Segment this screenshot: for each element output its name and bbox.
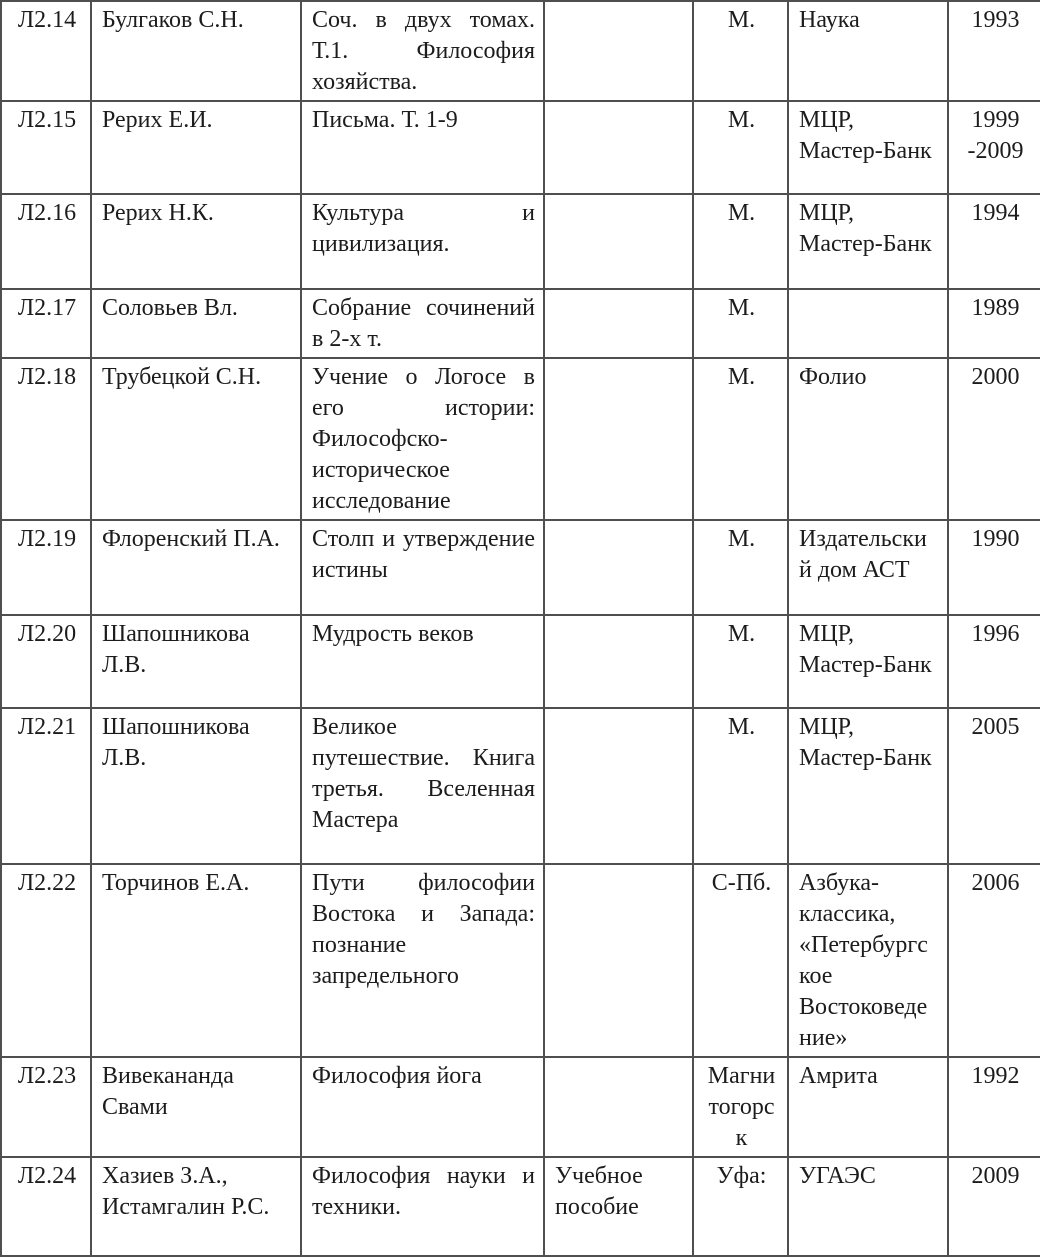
cell-author: Шапошникова Л.В. (91, 708, 301, 864)
cell-code: Л2.21 (1, 708, 91, 864)
cell-year: 2005 (948, 708, 1040, 864)
cell-code: Л2.14 (1, 1, 91, 101)
cell-publisher: МЦР, Мастер-Банк (788, 101, 948, 194)
cell-code: Л2.20 (1, 615, 91, 708)
cell-code: Л2.17 (1, 289, 91, 358)
cell-publisher: Издательский дом АСТ (788, 520, 948, 615)
cell-year: 1990 (948, 520, 1040, 615)
cell-type (544, 101, 693, 194)
cell-publisher (788, 289, 948, 358)
cell-type (544, 358, 693, 520)
cell-title: Учение о Логосе в его истории: Философско-историческое исследование (301, 358, 544, 520)
cell-year: 2000 (948, 358, 1040, 520)
table-row (1, 289, 1040, 358)
cell-author: Булгаков С.Н. (91, 1, 301, 101)
cell-publisher: УГАЭС (788, 1157, 948, 1256)
cell-publisher: МЦР, Мастер-Банк (788, 194, 948, 289)
cell-code: Л2.18 (1, 358, 91, 520)
cell-city: М. (693, 1, 788, 101)
cell-type (544, 615, 693, 708)
cell-title: Письма. Т. 1-9 (301, 101, 544, 194)
cell-title: Философия науки и техники. (301, 1157, 544, 1256)
cell-type (544, 708, 693, 864)
cell-year: 1996 (948, 615, 1040, 708)
cell-type (544, 1, 693, 101)
cell-type (544, 520, 693, 615)
cell-code: Л2.22 (1, 864, 91, 1057)
cell-author: Трубецкой С.Н. (91, 358, 301, 520)
table-row (1, 1, 1040, 101)
cell-code: Л2.15 (1, 101, 91, 194)
cell-author: Флоренский П.А. (91, 520, 301, 615)
cell-code: Л2.23 (1, 1057, 91, 1157)
cell-code: Л2.24 (1, 1157, 91, 1256)
cell-publisher: МЦР, Мастер-Банк (788, 708, 948, 864)
cell-city: М. (693, 615, 788, 708)
cell-title: Пути философии Востока и Запада: познание запредельного (301, 864, 544, 1057)
table-row (1, 194, 1040, 289)
cell-publisher: Амрита (788, 1057, 948, 1157)
table-row (1, 864, 1040, 1057)
table-row (1, 1057, 1040, 1157)
cell-year: 1999 -2009 (948, 101, 1040, 194)
cell-city: М. (693, 358, 788, 520)
cell-title: Столп и утверждение истины (301, 520, 544, 615)
bibliography-table-body (1, 1, 1040, 1256)
cell-year: 1989 (948, 289, 1040, 358)
cell-city: М. (693, 101, 788, 194)
cell-author: Рерих Н.К. (91, 194, 301, 289)
cell-type (544, 1057, 693, 1157)
cell-title: Философия йога (301, 1057, 544, 1157)
cell-city: С-Пб. (693, 864, 788, 1057)
table-row (1, 358, 1040, 520)
cell-type (544, 289, 693, 358)
cell-title: Соч. в двух томах. Т.1. Философия хозяйства. (301, 1, 544, 101)
cell-city: М. (693, 520, 788, 615)
cell-publisher: Азбука-классика, «Петербургское Востоковедение» (788, 864, 948, 1057)
cell-publisher: МЦР, Мастер-Банк (788, 615, 948, 708)
cell-code: Л2.19 (1, 520, 91, 615)
cell-year: 1993 (948, 1, 1040, 101)
table-row (1, 520, 1040, 615)
cell-year: 2006 (948, 864, 1040, 1057)
cell-city: М. (693, 289, 788, 358)
cell-city: Магнитогорск (693, 1057, 788, 1157)
cell-type (544, 864, 693, 1057)
cell-city: М. (693, 194, 788, 289)
cell-city: М. (693, 708, 788, 864)
table-row (1, 708, 1040, 864)
cell-type (544, 194, 693, 289)
cell-year: 1992 (948, 1057, 1040, 1157)
cell-title: Культура и цивилизация. (301, 194, 544, 289)
cell-author: Шапошникова Л.В. (91, 615, 301, 708)
cell-title: Великое путешествие. Книга третья. Вселенная Мастера (301, 708, 544, 864)
cell-author: Хазиев З.А., Истамгалин Р.С. (91, 1157, 301, 1256)
cell-city: Уфа: (693, 1157, 788, 1256)
cell-author: Рерих Е.И. (91, 101, 301, 194)
cell-author: Вивекананда Свами (91, 1057, 301, 1157)
cell-code: Л2.16 (1, 194, 91, 289)
cell-publisher: Фолио (788, 358, 948, 520)
cell-publisher: Наука (788, 1, 948, 101)
table-row (1, 1157, 1040, 1256)
cell-title: Мудрость веков (301, 615, 544, 708)
cell-title: Собрание сочинений в 2-х т. (301, 289, 544, 358)
cell-author: Торчинов Е.А. (91, 864, 301, 1057)
cell-author: Соловьев Вл. (91, 289, 301, 358)
table-row (1, 101, 1040, 194)
table-row (1, 615, 1040, 708)
cell-year: 1994 (948, 194, 1040, 289)
cell-type: Учебное пособие (544, 1157, 693, 1256)
cell-year: 2009 (948, 1157, 1040, 1256)
